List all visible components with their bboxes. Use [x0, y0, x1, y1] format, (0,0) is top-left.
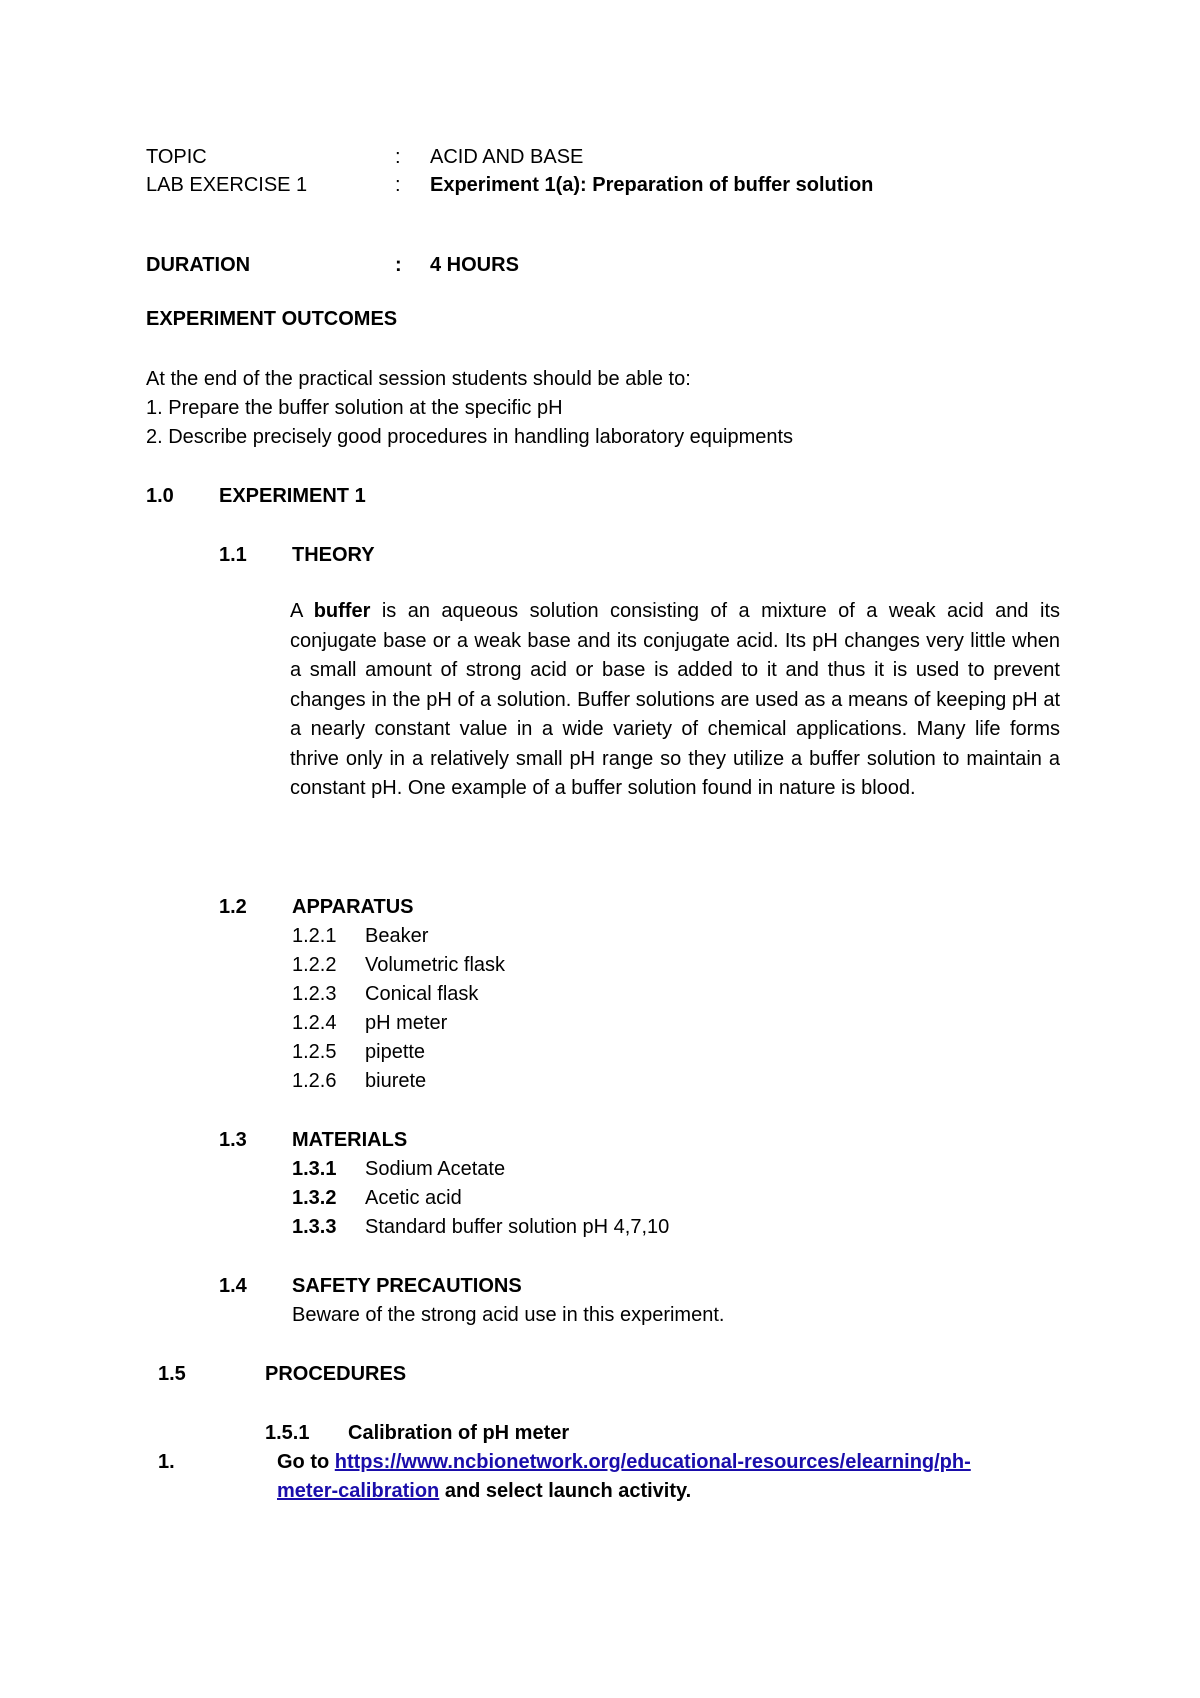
safety-title: SAFETY PRECAUTIONS — [292, 1275, 522, 1297]
lab-exercise-label: LAB EXERCISE 1 — [146, 174, 308, 196]
procedure-sub-title: Calibration of pH meter — [348, 1422, 570, 1444]
materials-item-label: Sodium Acetate — [365, 1158, 506, 1180]
procedure-step-line-2 — [277, 1477, 691, 1506]
procedure-step-prefix: Go to — [277, 1451, 335, 1473]
theory-body: is an aqueous solution consisting of a mixture of a weak acid and its conjugate base or a weak base and its conjugate acid. Its pH changes very little when a small amount of strong acid or base is added to it and thus it is used to prevent changes in the pH of a solution. Buffer solutions are used as a means of keeping pH at a nearly constant value in a wide variety of chemical applications. Many life forms thrive only in a relatively small pH range so they utilize a buffer solution to maintain a constant pH. One example of a buffer solution found in nature is blood. — [290, 600, 1061, 799]
theory-number: 1.1 — [219, 544, 247, 566]
safety-text: Beware of the strong acid use in this experiment. — [292, 1304, 725, 1326]
materials-item-number: 1.3.1 — [292, 1158, 337, 1180]
procedure-step-number: 1. — [158, 1451, 175, 1473]
lab-exercise-value: Experiment 1(a): Preparation of buffer solution — [430, 174, 874, 196]
apparatus-item-label: pipette — [365, 1041, 426, 1063]
topic-value: ACID AND BASE — [430, 146, 584, 168]
lab-exercise-separator: : — [395, 174, 401, 196]
topic-label: TOPIC — [146, 146, 207, 168]
materials-number: 1.3 — [219, 1129, 247, 1151]
materials-item-label: Standard buffer solution pH 4,7,10 — [365, 1216, 670, 1238]
section-number: 1.0 — [146, 485, 174, 507]
apparatus-item-number: 1.2.3 — [292, 983, 337, 1005]
apparatus-item-number: 1.2.4 — [292, 1012, 337, 1034]
procedure-step-suffix: and select launch activity. — [439, 1480, 692, 1502]
apparatus-item-label: Beaker — [365, 925, 429, 947]
theory-lead: A — [290, 600, 314, 622]
apparatus-item-number: 1.2.6 — [292, 1070, 337, 1092]
apparatus-item-number: 1.2.2 — [292, 954, 337, 976]
outcomes-heading: EXPERIMENT OUTCOMES — [146, 308, 398, 330]
duration-separator: : — [395, 254, 402, 276]
theory-term: buffer — [313, 600, 371, 622]
materials-item-number: 1.3.3 — [292, 1216, 337, 1238]
apparatus-item-number: 1.2.1 — [292, 925, 337, 947]
safety-number: 1.4 — [219, 1275, 247, 1297]
procedure-step-line-1 — [277, 1448, 971, 1477]
topic-separator: : — [395, 146, 401, 168]
outcome-item-2: 2. Describe precisely good procedures in handling laboratory equipments — [146, 426, 794, 448]
apparatus-item-number: 1.2.5 — [292, 1041, 337, 1063]
materials-item-number: 1.3.2 — [292, 1187, 337, 1209]
materials-title: MATERIALS — [292, 1129, 408, 1151]
theory-title: THEORY — [292, 544, 375, 566]
outcome-item-1: 1. Prepare the buffer solution at the specific pH — [146, 397, 563, 419]
theory-paragraph — [290, 597, 1060, 804]
duration-label: DURATION — [146, 254, 251, 276]
apparatus-title: APPARATUS — [292, 896, 414, 918]
procedure-sub-number: 1.5.1 — [265, 1422, 310, 1444]
materials-item-label: Acetic acid — [365, 1187, 462, 1209]
outcomes-intro: At the end of the practical session students should be able to: — [146, 368, 691, 390]
duration-value: 4 HOURS — [430, 254, 519, 276]
apparatus-item-label: biurete — [365, 1070, 427, 1092]
procedures-number: 1.5 — [158, 1363, 186, 1385]
apparatus-item-label: Volumetric flask — [365, 954, 506, 976]
calibration-link-continued[interactable]: meter-calibration — [277, 1480, 440, 1502]
section-title: EXPERIMENT 1 — [219, 485, 366, 507]
calibration-link[interactable]: https://www.ncbionetwork.org/educational-resources/elearning/ph- — [334, 1451, 971, 1473]
apparatus-item-label: pH meter — [365, 1012, 448, 1034]
apparatus-number: 1.2 — [219, 896, 247, 918]
apparatus-item-label: Conical flask — [365, 983, 479, 1005]
procedures-title: PROCEDURES — [265, 1363, 407, 1385]
